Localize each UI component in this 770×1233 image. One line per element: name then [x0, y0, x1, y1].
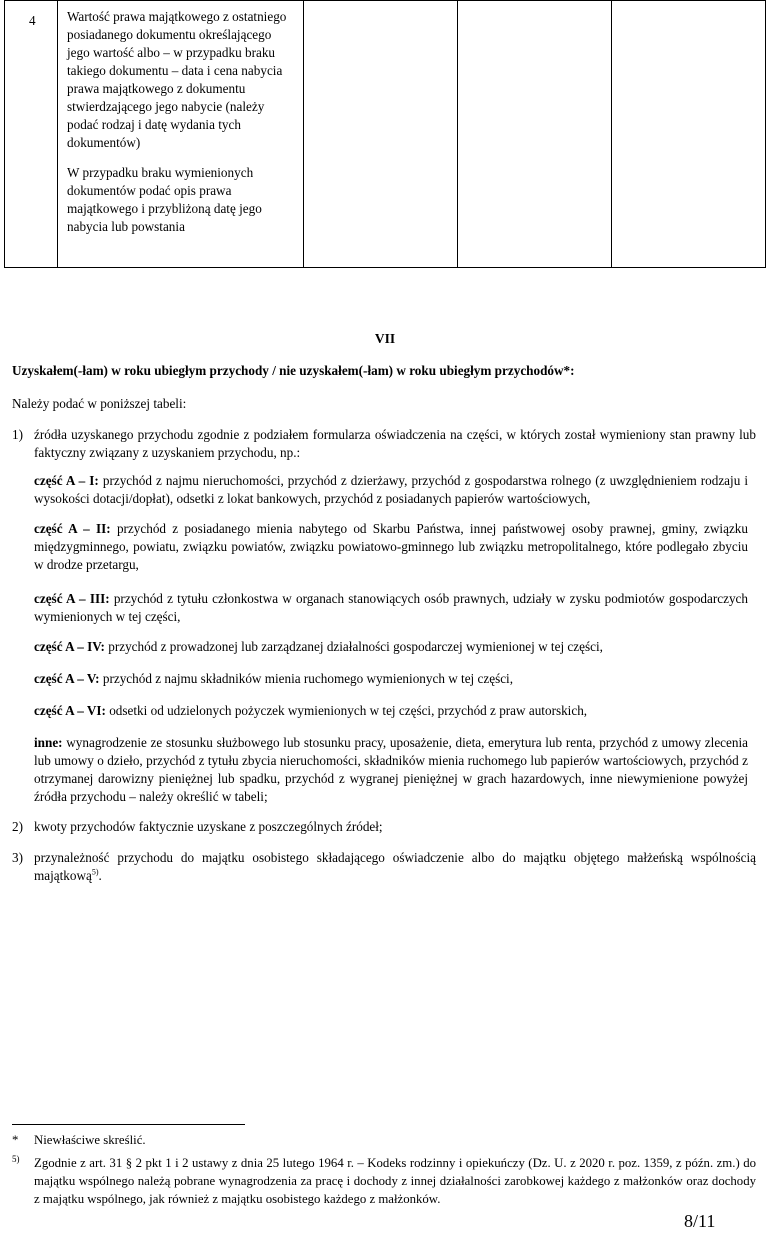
part-item — [34, 520, 748, 574]
description-paragraph-2: W przypadku braku wymienionych dokumentów podać opis prawa majątkowego i przybliżoną datę jego nabycia lub powstania — [67, 165, 262, 234]
part-item — [34, 734, 748, 806]
part-label: część A – V: — [34, 671, 100, 686]
empty-cell — [612, 1, 766, 268]
page-number: 8/11 — [684, 1211, 716, 1231]
empty-cell — [458, 1, 612, 268]
part-text: przychód z prowadzonej lub zarządzanej działalności gospodarczej wymienionej w tej części, — [104, 639, 603, 654]
list-item-end: . — [98, 868, 102, 883]
section-number: VII — [374, 331, 396, 346]
part-text: przychód z najmu składników mienia ruchomego wymienionych w tej części, — [99, 671, 514, 686]
part-text: wynagrodzenie ze stosunku służbowego lub stosunku pracy, uposażenie, dieta, emerytura lub renta, przychód z umowy zlecenia lub umowy o dzieło, przychód z tytułu zbycia nieruchomości, składników mienia ruchomego lub papierów wartościowych, przychód z otrzymanej darowizny pieniężnej lub spadku, przychód z wygranej pieniężnej w grach hazardowych, inne niewymienione powyżej źródła przychodu – należy określić w tabeli; — [34, 735, 748, 804]
part-text: przychód z tytułu członkostwa w organach stanowiących osób prawnych, udziały w zysku podmiotów gospodarczych wymienionych w tej części, — [34, 591, 748, 624]
footnote-reference: 5) — [91, 867, 99, 877]
list-item-body: przynależność przychodu do majątku osobistego składającego oświadczenie albo do majątku objętego małżeńską wspólnością majątkową — [34, 850, 756, 883]
list-item-number: 2) — [12, 819, 23, 834]
footnote-divider — [12, 1124, 245, 1125]
list-item-text: źródła uzyskanego przychodu zgodnie z podziałem formularza oświadczenia na części, w których został wymieniony stan prawny lub faktyczny związany z uzyskaniem przychodu, np.: — [34, 427, 756, 460]
part-label: część A – IV: — [34, 639, 105, 654]
row-number-cell — [5, 1, 58, 268]
description-cell — [58, 1, 304, 268]
part-text: odsetki od udzielonych pożyczek wymienionych w tej części, przychód z praw autorskich, — [105, 703, 588, 718]
empty-cell — [304, 1, 458, 268]
part-text: przychód z posiadanego mienia nabytego od Skarbu Państwa, innej państwowej osoby prawnej, gminy, związku międzygminnego, powiatu, związku powiatów, związku powiatowo-gminnego lub związku metropolitalnego, które podlegało zbyciu w drodze przetargu, — [34, 521, 748, 572]
section-intro: Należy podać w poniższej tabeli: — [12, 396, 187, 411]
part-label: część A – I: — [34, 473, 99, 488]
footnote-text: Niewłaściwe skreślić. — [34, 1133, 146, 1147]
section-heading: Uzyskałem(-łam) w roku ubiegłym przychody / nie uzyskałem(-łam) w roku ubiegłym przychodów*: — [12, 363, 575, 378]
description-paragraph-1: Wartość prawa majątkowego z ostatniego posiadanego dokumentu określającego jego wartość albo – w przypadku braku takiego dokumentu – data i cena nabycia prawa majątkowego z dokumentu stwierdzającego jego nabycie (należy podać rodzaj i datę wydania tych dokumentów) — [67, 9, 287, 150]
row-number: 4 — [29, 13, 36, 28]
table-row — [5, 1, 766, 268]
part-item — [34, 670, 748, 688]
part-label: część A – II: — [34, 521, 111, 536]
part-item — [34, 638, 748, 656]
footnote-text: Zgodnie z art. 31 § 2 pkt 1 i 2 ustawy z dnia 25 lutego 1964 r. – Kodeks rodzinny i opiekuńczy (Dz. U. z 2020 r. poz. 1359, z późn. zm.) do majątku wspólnego należą pobrane wynagrodzenia za pracę i dochody z innej działalności zarobkowej każdego z małżonków oraz dochody z majątku wspólnego, jak również z majątku osobistego każdego z małżonków. — [34, 1156, 756, 1206]
part-item — [34, 590, 748, 626]
list-item-number: 1) — [12, 427, 23, 442]
part-label: część A – III: — [34, 591, 110, 606]
list-item-text — [34, 849, 756, 885]
footnote-mark: * — [12, 1133, 19, 1147]
part-item — [34, 472, 748, 508]
list-item-number: 3) — [12, 850, 23, 865]
part-text: przychód z najmu nieruchomości, przychód z dzierżawy, przychód z gospodarstwa rolnego (z uwzględnieniem rodzaju i wysokości dotacji/dopłat), odsetki z lokat bankowych, przychód z posiadanych papierów wartościowych, — [34, 473, 748, 506]
part-label: inne: — [34, 735, 63, 750]
part-item — [34, 702, 748, 720]
part-label: część A – VI: — [34, 703, 106, 718]
list-item-text: kwoty przychodów faktycznie uzyskane z poszczególnych źródeł; — [34, 819, 383, 834]
footnote-mark: 5) — [12, 1154, 20, 1164]
property-table — [4, 0, 766, 268]
